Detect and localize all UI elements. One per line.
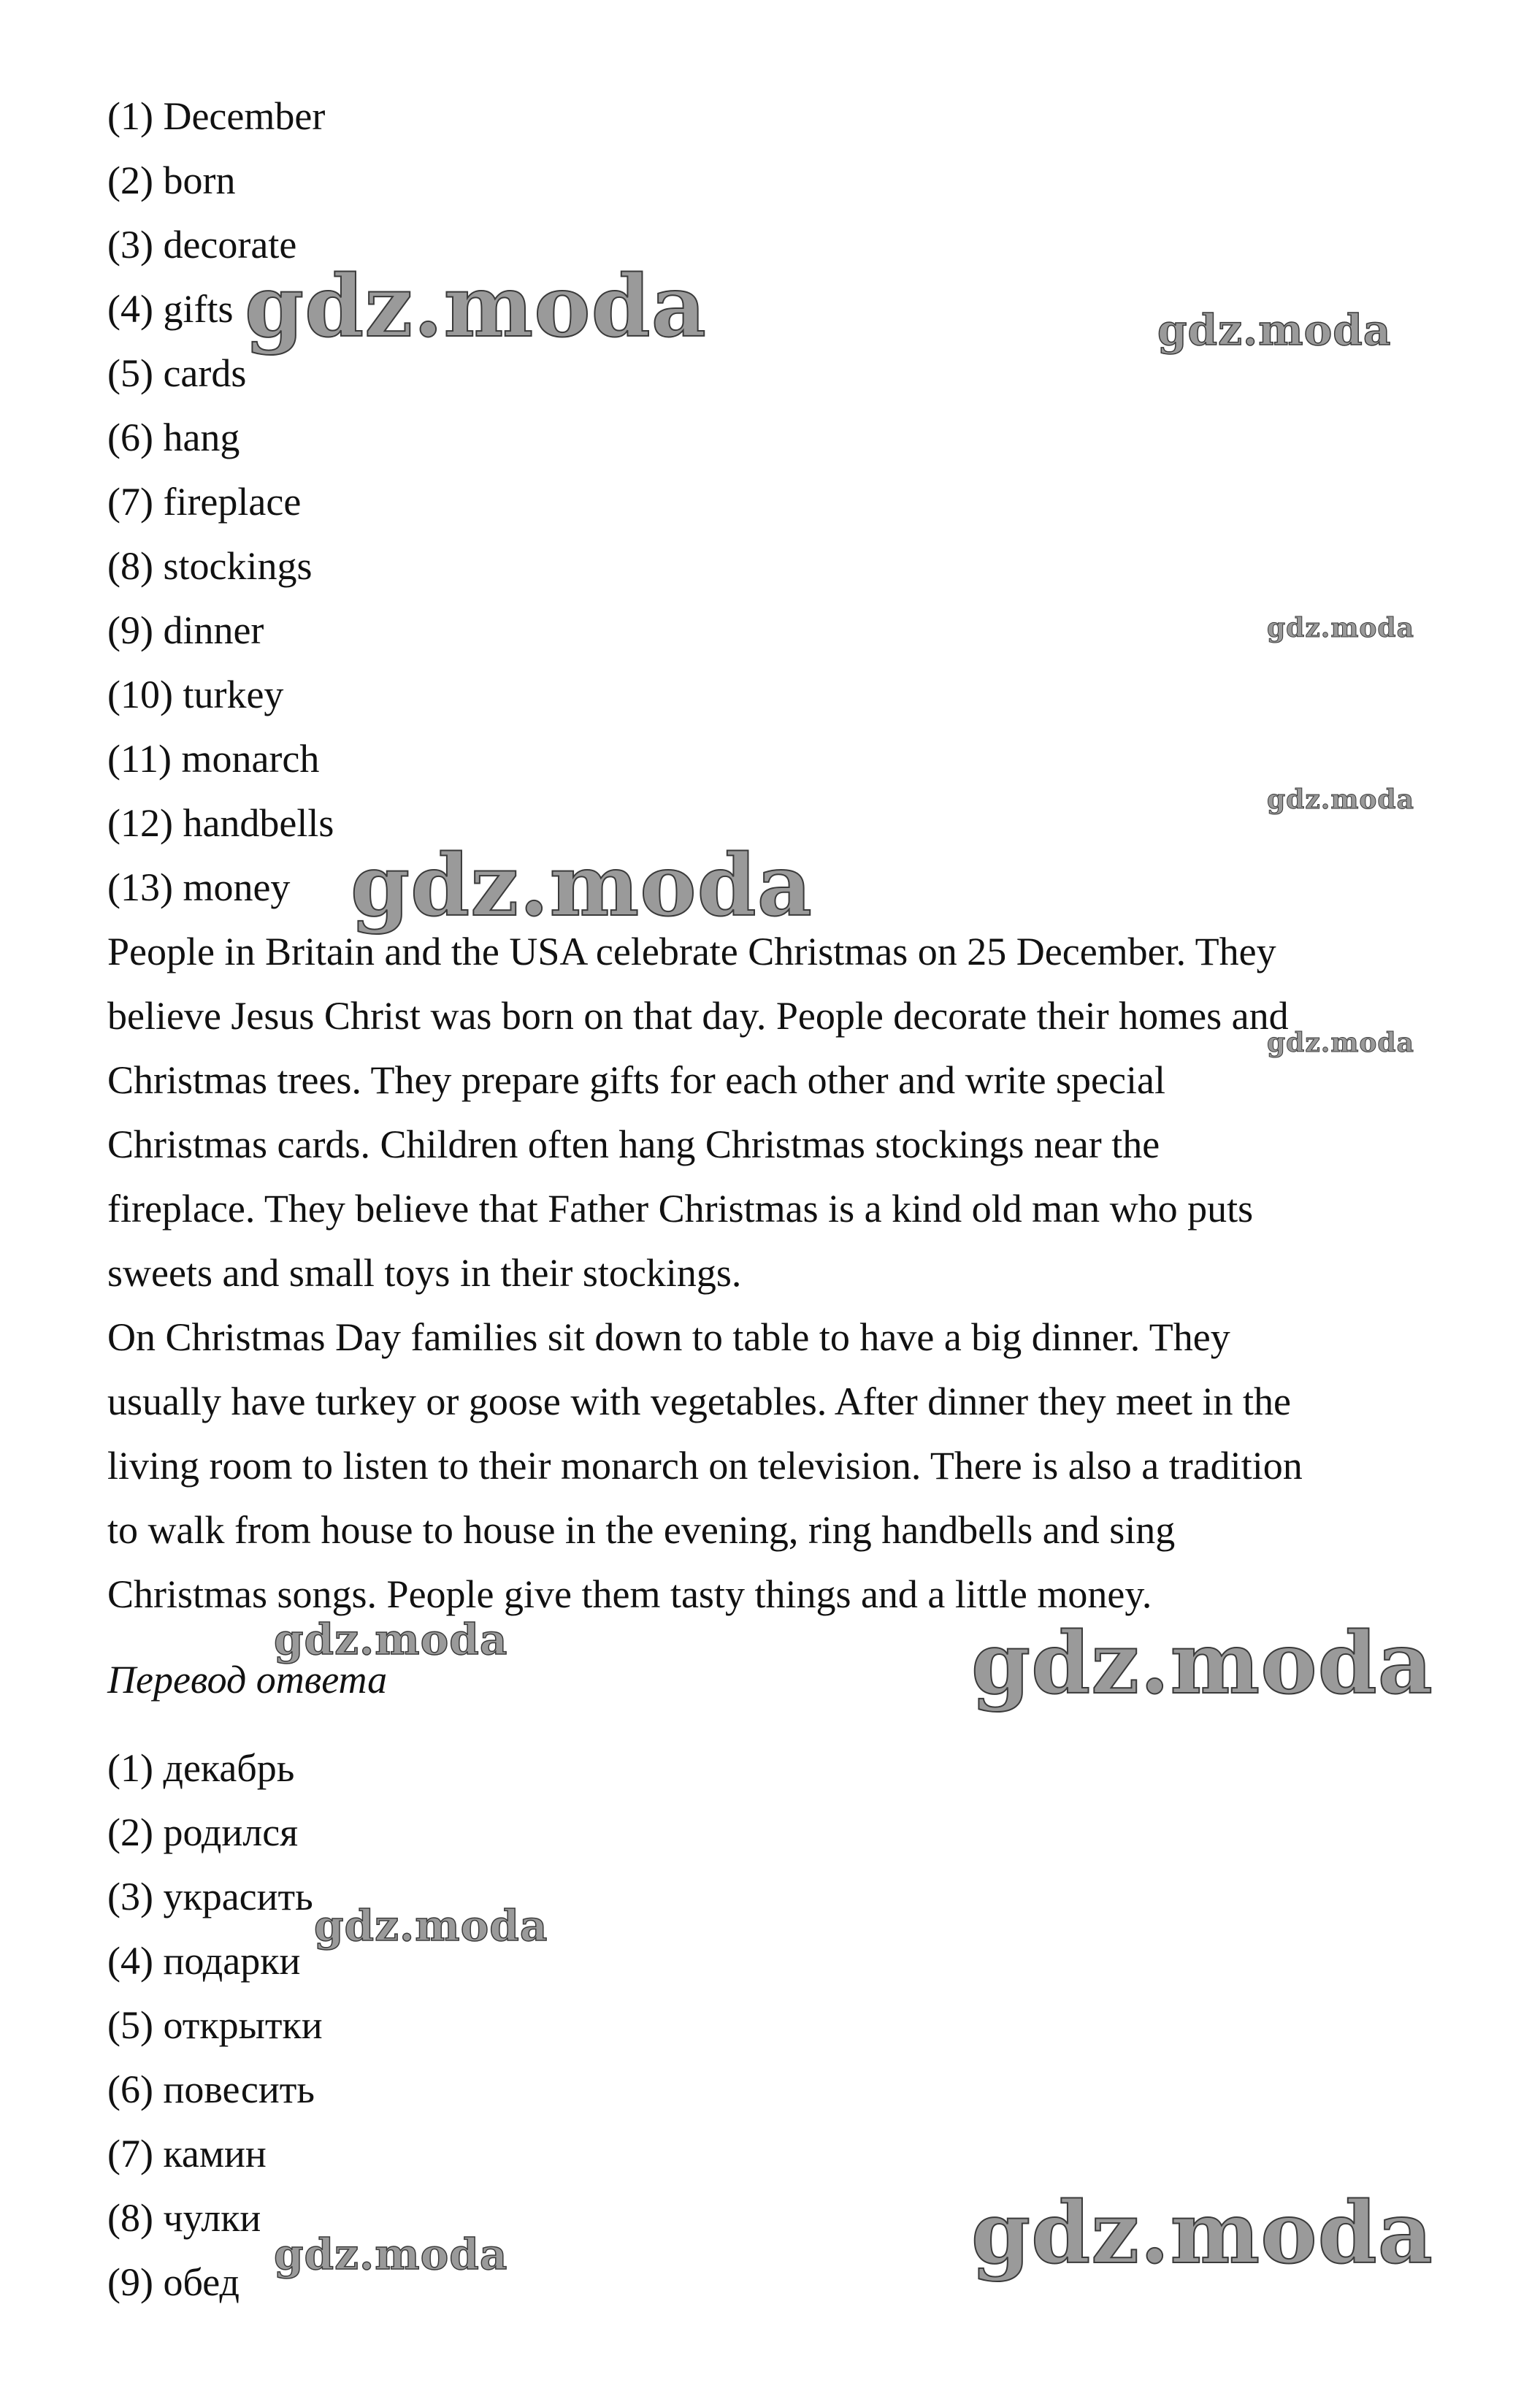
text-line-7: On Christmas Day families sit down to table to have a big dinner. They <box>107 1315 1230 1359</box>
answer-ru-7: (7) камин <box>107 2132 267 2176</box>
answer-en-13: (13) money <box>107 865 291 909</box>
answer-en-10: (10) turkey <box>107 673 284 716</box>
answer-ru-6: (6) повесить <box>107 2067 315 2111</box>
answer-ru-3: (3) украсить <box>107 1875 313 1918</box>
text-line-4: Christmas cards. Children often hang Christmas stockings near the <box>107 1122 1160 1166</box>
text-line-3: Christmas trees. They prepare gifts for each other and write special <box>107 1058 1165 1102</box>
text-line-2: believe Jesus Christ was born on that day. People decorate their homes and <box>107 994 1289 1038</box>
text-line-11: Christmas songs. People give them tasty things and a little money. <box>107 1572 1152 1616</box>
answer-en-4: (4) gifts <box>107 287 234 331</box>
text-line-10: to walk from house to house in the evening, ring handbells and sing <box>107 1508 1176 1552</box>
watermark: gdz.moda <box>274 1615 508 1664</box>
text-line-5: fireplace. They believe that Father Christmas is a kind old man who puts <box>107 1187 1254 1231</box>
answer-en-9: (9) dinner <box>107 608 264 652</box>
translation-heading: Перевод ответа <box>107 1658 388 1702</box>
watermark: gdz.moda <box>1267 784 1414 815</box>
watermark: gdz.moda <box>971 2184 1433 2283</box>
text-line-1: People in Britain and the USA celebrate Christmas on 25 December. They <box>107 930 1276 973</box>
answer-en-7: (7) fireplace <box>107 480 302 524</box>
watermark: gdz.moda <box>245 257 707 356</box>
answer-en-5: (5) cards <box>107 351 247 395</box>
answer-en-2: (2) born <box>107 158 236 202</box>
answer-en-6: (6) hang <box>107 416 240 459</box>
answer-ru-8: (8) чулки <box>107 2196 261 2240</box>
answer-en-8: (8) stockings <box>107 544 313 588</box>
answer-ru-9: (9) обед <box>107 2260 240 2304</box>
answer-ru-5: (5) открытки <box>107 2003 323 2047</box>
answer-en-11: (11) monarch <box>107 737 320 781</box>
watermark: gdz.moda <box>1157 305 1392 355</box>
watermark: gdz.moda <box>1267 613 1414 643</box>
answer-ru-1: (1) декабрь <box>107 1746 295 1790</box>
answer-en-1: (1) December <box>107 94 326 138</box>
answer-en-12: (12) handbells <box>107 801 334 845</box>
watermark: gdz.moda <box>274 2230 508 2279</box>
text-line-8: usually have turkey or goose with vegetables. After dinner they meet in the <box>107 1380 1292 1423</box>
answer-ru-4: (4) подарки <box>107 1939 301 1983</box>
watermark: gdz.moda <box>350 836 813 936</box>
answer-en-3: (3) decorate <box>107 223 297 267</box>
watermark: gdz.moda <box>314 1901 548 1951</box>
text-line-9: living room to listen to their monarch on television. There is also a tradition <box>107 1444 1303 1488</box>
answer-ru-2: (2) родился <box>107 1810 299 1854</box>
text-line-6: sweets and small toys in their stockings. <box>107 1251 742 1295</box>
watermark: gdz.moda <box>971 1614 1433 1713</box>
watermark: gdz.moda <box>1267 1028 1414 1058</box>
